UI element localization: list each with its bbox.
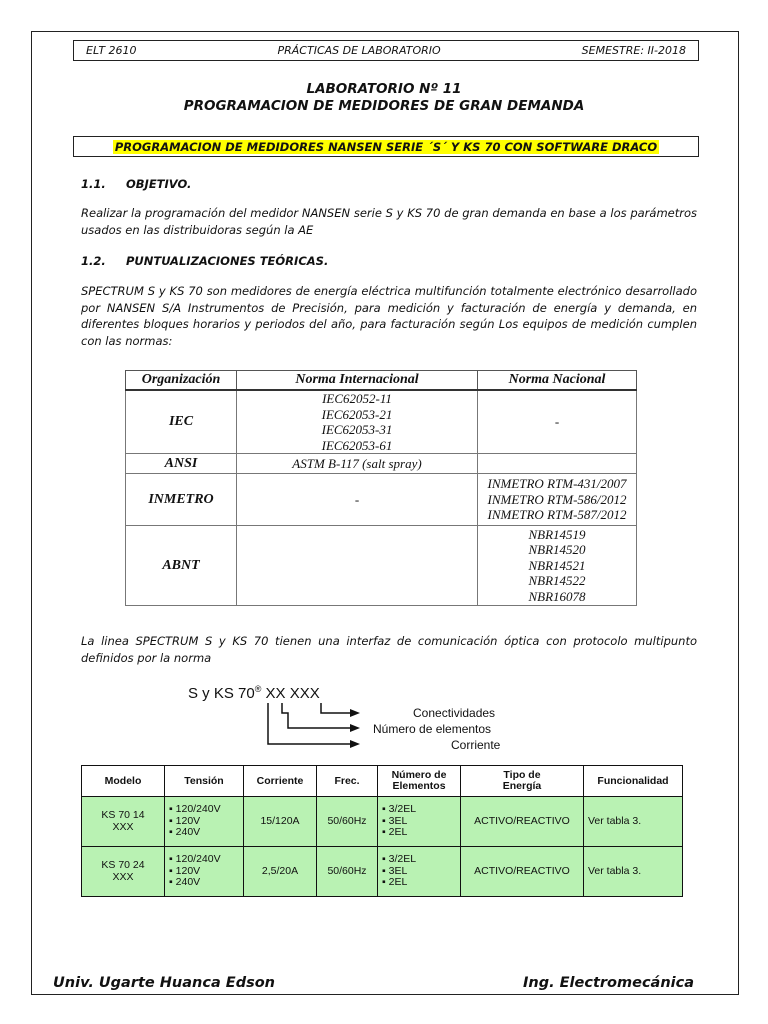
footer-career: Ing. Electromecánica bbox=[523, 975, 694, 991]
semester: SEMESTRE: II-2018 bbox=[581, 44, 686, 57]
norm-row bbox=[126, 526, 637, 606]
org-cell: ABNT bbox=[126, 526, 237, 606]
spec-frec-cell: 50/60Hz bbox=[317, 847, 378, 897]
label-conectividades: Conectividades bbox=[413, 706, 496, 720]
spec-table bbox=[81, 765, 683, 897]
spec-header: Corriente bbox=[244, 766, 317, 797]
header-title: PRÁCTICAS DE LABORATORIO bbox=[277, 44, 441, 57]
nac-cell bbox=[478, 454, 637, 474]
norm-row bbox=[126, 454, 637, 474]
spec-modelo-cell: KS 70 24 XXX bbox=[82, 847, 165, 897]
spec-energia-cell: ACTIVO/REACTIVO bbox=[461, 847, 584, 897]
norms-table bbox=[125, 370, 637, 606]
org-cell: IEC bbox=[126, 390, 237, 454]
intl-cell: - bbox=[237, 474, 478, 526]
spec-elementos-cell: ▪ 3/2EL ▪ 3EL ▪ 2EL bbox=[378, 797, 461, 847]
code-suffix: XX XXX bbox=[261, 685, 320, 702]
lab-name: PROGRAMACION DE MEDIDORES DE GRAN DEMANDA bbox=[183, 98, 585, 114]
spec-corriente-cell: 2,5/20A bbox=[244, 847, 317, 897]
section-teoria bbox=[81, 254, 328, 268]
org-cell: INMETRO bbox=[126, 474, 237, 526]
spec-tension-cell: ▪ 120/240V ▪ 120V ▪ 240V bbox=[165, 847, 244, 897]
banner-text: PROGRAMACION DE MEDIDORES NANSEN SERIE ´S´ Y KS 70 CON SOFTWARE DRACO bbox=[114, 139, 658, 154]
registered-mark: ® bbox=[254, 684, 262, 694]
arrow-elementos bbox=[282, 703, 350, 728]
topic-banner bbox=[73, 136, 699, 157]
spec-func-cell: Ver tabla 3. bbox=[584, 797, 683, 847]
course-code: ELT 2610 bbox=[86, 44, 137, 57]
paragraph-objetivo: Realizar la programación del medidor NANSEN serie S y KS 70 de gran demanda en base a los parámetros usados en las distribuidoras según la AE bbox=[81, 206, 697, 237]
norm-header: Norma Nacional bbox=[478, 371, 637, 391]
lab-number: LABORATORIO Nº 11 bbox=[306, 81, 462, 97]
org-cell: ANSI bbox=[126, 454, 237, 474]
spec-func-cell: Ver tabla 3. bbox=[584, 847, 683, 897]
spec-frec-cell: 50/60Hz bbox=[317, 797, 378, 847]
norm-row bbox=[126, 474, 637, 526]
page-header bbox=[73, 40, 699, 61]
paragraph-teoria: SPECTRUM S y KS 70 son medidores de energía eléctrica multifunción totalmente electrónico desarrollado por NANSEN S/A Instrumentos de Precisión, para medición y facturación de energía y demanda, en diferentes bloques horarios y periodos del año, para facturación según Los equipos de medición cumplen con las normas: bbox=[81, 284, 697, 348]
nac-cell: - bbox=[478, 390, 637, 454]
code-arrows-diagram bbox=[260, 700, 370, 756]
intl-cell bbox=[237, 526, 478, 606]
spec-row bbox=[82, 797, 683, 847]
spec-header: Modelo bbox=[82, 766, 165, 797]
code-prefix: S y KS 70 bbox=[188, 685, 255, 702]
section-title: PUNTUALIZACIONES TEÓRICAS. bbox=[126, 254, 329, 268]
footer-author: Univ. Ugarte Huanca Edson bbox=[53, 975, 275, 991]
section-title: OBJETIVO. bbox=[126, 177, 192, 191]
section-objetivo bbox=[81, 177, 191, 191]
spec-tension-cell: ▪ 120/240V ▪ 120V ▪ 240V bbox=[165, 797, 244, 847]
norm-row bbox=[126, 390, 637, 454]
spec-energia-cell: ACTIVO/REACTIVO bbox=[461, 797, 584, 847]
section-number: 1.1. bbox=[81, 177, 106, 191]
label-elementos: Número de elementos bbox=[373, 722, 492, 736]
spec-header: Tensión bbox=[165, 766, 244, 797]
spec-modelo-cell: KS 70 14 XXX bbox=[82, 797, 165, 847]
norm-header: Norma Internacional bbox=[237, 371, 478, 391]
spec-header: Tipo de Energía bbox=[461, 766, 584, 797]
arrow-conectividades bbox=[321, 703, 350, 713]
nac-cell: INMETRO RTM-431/2007 INMETRO RTM-586/2012 INMETRO RTM-587/2012 bbox=[478, 474, 637, 526]
spec-elementos-cell: ▪ 3/2EL ▪ 3EL ▪ 2EL bbox=[378, 847, 461, 897]
intl-cell: IEC62052-11 IEC62053-21 IEC62053-31 IEC62053-61 bbox=[237, 390, 478, 454]
arrow-corriente bbox=[268, 703, 350, 744]
intl-cell: ASTM B-117 (salt spray) bbox=[237, 454, 478, 474]
norm-header: Organización bbox=[126, 371, 237, 391]
nac-cell: NBR14519 NBR14520 NBR14521 NBR14522 NBR16078 bbox=[478, 526, 637, 606]
section-number: 1.2. bbox=[81, 254, 106, 268]
spec-header: Número de Elementos bbox=[378, 766, 461, 797]
spec-header: Frec. bbox=[317, 766, 378, 797]
paragraph-interfaz: La linea SPECTRUM S y KS 70 tienen una interfaz de comunicación óptica con protocolo multipunto definidos por la norma bbox=[81, 634, 697, 665]
spec-corriente-cell: 15/120A bbox=[244, 797, 317, 847]
spec-header: Funcionalidad bbox=[584, 766, 683, 797]
spec-row bbox=[82, 847, 683, 897]
label-corriente: Corriente bbox=[451, 738, 501, 752]
